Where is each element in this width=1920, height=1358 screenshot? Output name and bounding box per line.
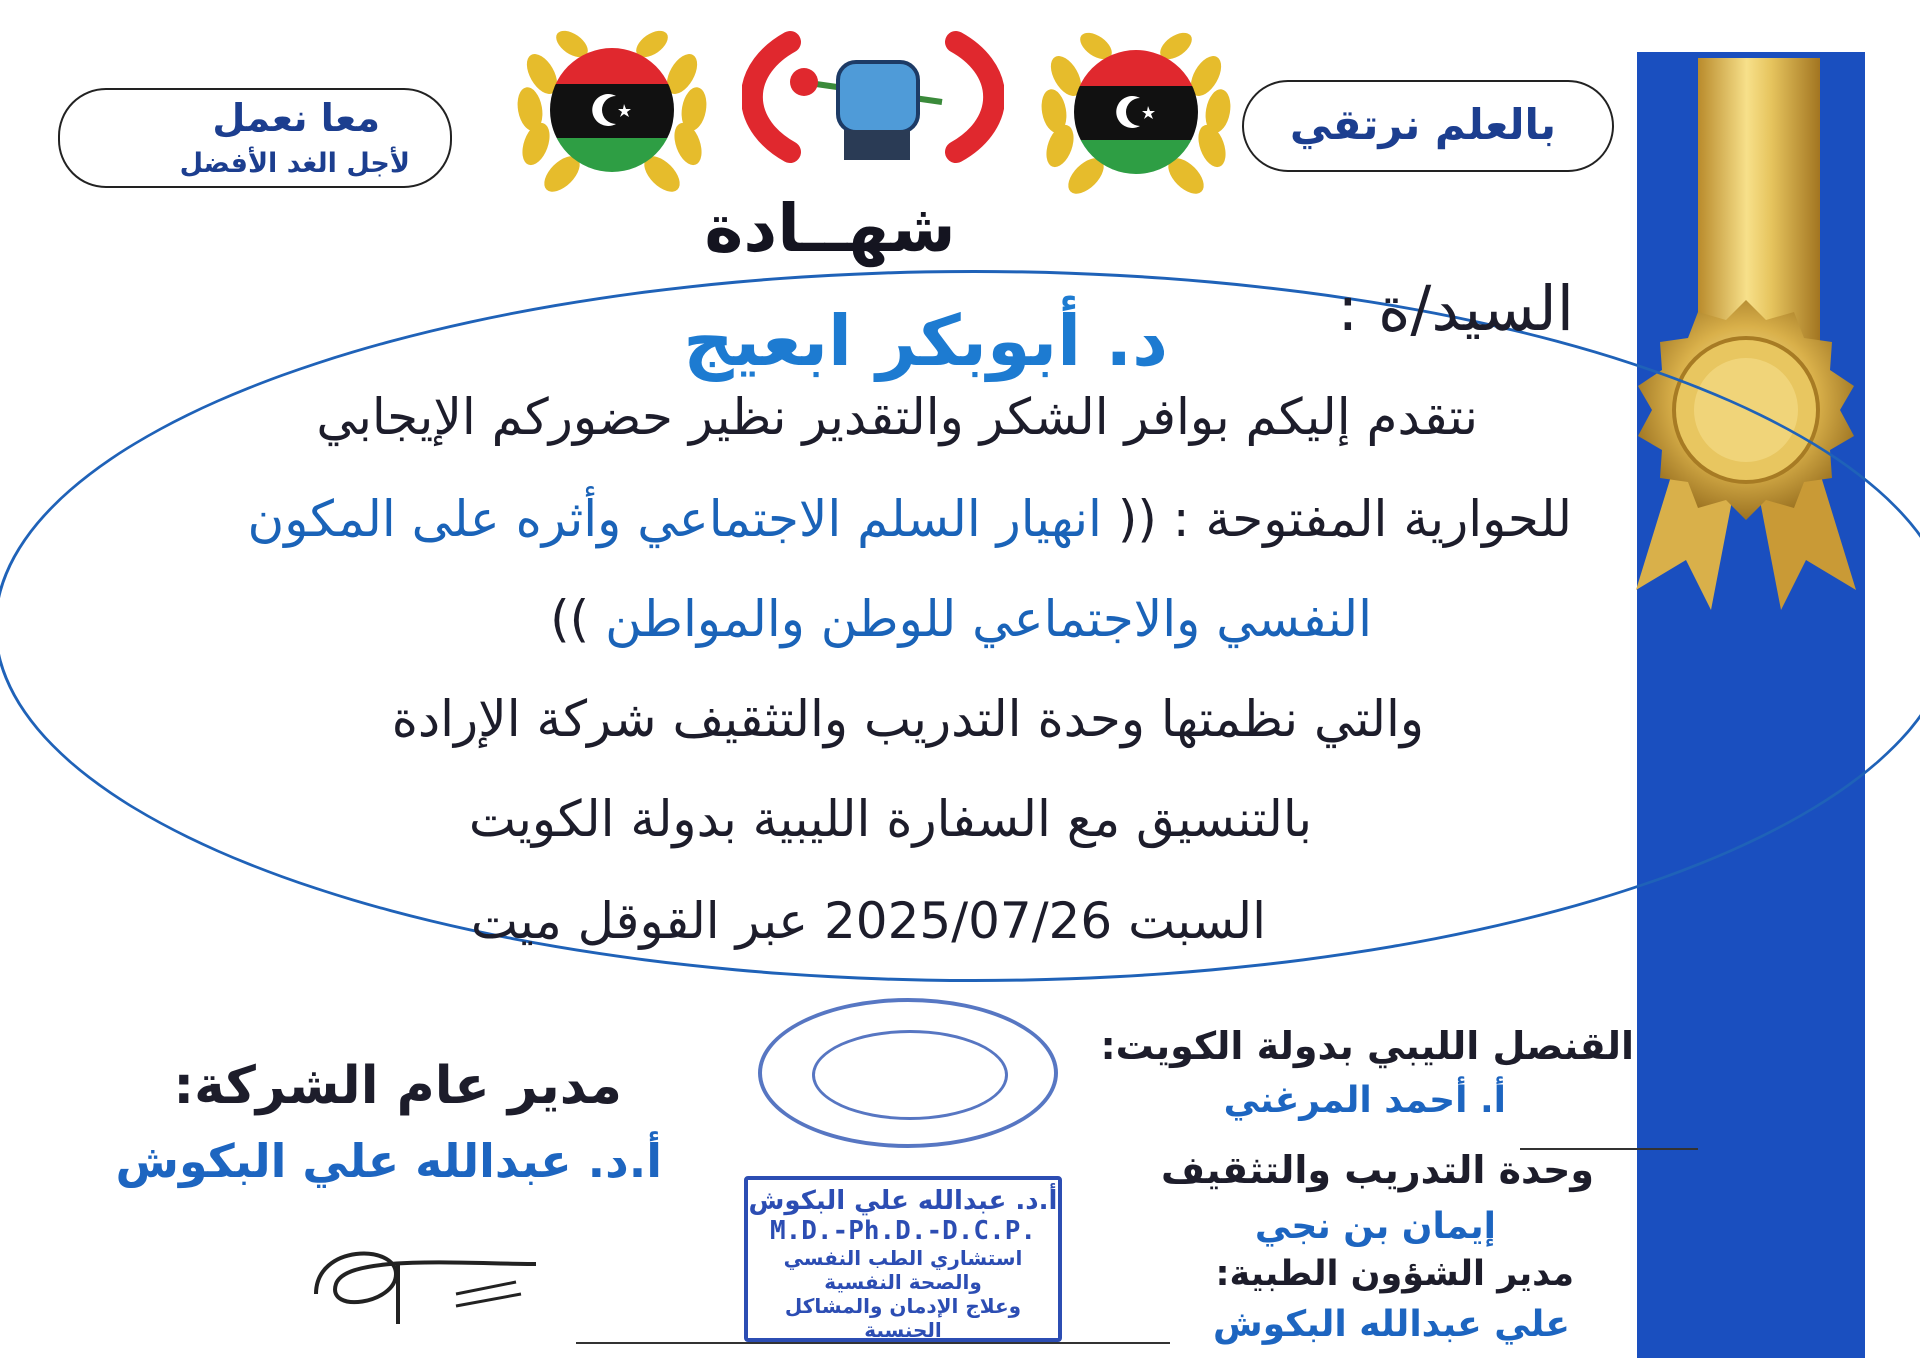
stamp-line-2: M.D.-Ph.D.-D.C.P. — [769, 1216, 1037, 1246]
medical-affairs-name: علي عبدالله البكوش — [1213, 1304, 1570, 1345]
body-line-1: نتقدم إليكم بوافر الشكر والتقدير نظير حضوركم الإيجابي — [316, 388, 1478, 446]
doctor-stamp — [744, 1176, 1062, 1342]
training-unit-name: إيمان بن نجي — [1254, 1206, 1496, 1247]
fist-rose-logo-icon — [742, 22, 1004, 172]
director-name: أ.د. عبدالله علي البكوش — [115, 1134, 662, 1188]
handwritten-signature-icon — [306, 1224, 566, 1334]
motto-left-line1: معا نعمل — [212, 96, 380, 140]
certificate-title: شهــادة — [704, 190, 956, 267]
body-line-6: السبت 2025/07/26 عبر القوقل ميت — [470, 892, 1266, 950]
motto-right-line1: بالعلم نرتقي — [1289, 100, 1556, 149]
body-line-3-suffix: )) — [550, 590, 590, 648]
motto-left-line2: لأجل الغد الأفضل — [179, 148, 410, 179]
libya-flag-emblem-left-icon — [512, 14, 712, 204]
event-topic-line-2: النفسي والاجتماعي للوطن والمواطن — [605, 590, 1372, 648]
medical-affairs-title: مدير الشؤون الطبية: — [1215, 1254, 1574, 1294]
body-line-3 — [550, 590, 1372, 648]
bottom-signature-line — [576, 1342, 1170, 1344]
organization-oval-stamp — [758, 998, 1058, 1148]
libya-flag-emblem-right-icon — [1036, 16, 1236, 206]
recipient-name: د. أبوبكر ابعيج — [683, 300, 1168, 382]
stamp-line-3: استشاري الطب النفسي والصحة النفسية — [783, 1246, 1023, 1294]
consul-title: القنصل الليبي بدولة الكويت: — [1100, 1024, 1634, 1068]
body-line-2 — [248, 490, 1572, 548]
stamp-inner-ring — [812, 1030, 1008, 1120]
consul-name: أ. أحمد المرغني — [1223, 1080, 1506, 1121]
event-topic-line-1: انهيار السلم الاجتماعي وأثره على المكون — [247, 490, 1102, 548]
motto-pill-right — [1242, 80, 1614, 172]
body-line-4: والتي نظمتها وحدة التدريب والتثقيف شركة الإرادة — [391, 690, 1424, 748]
body-line-2-prefix: للحوارية المفتوحة : (( — [1117, 490, 1572, 548]
stamp-line-1: أ.د. عبدالله علي البكوش — [748, 1186, 1058, 1216]
training-unit-title: وحدة التدريب والتثقيف — [1160, 1148, 1594, 1192]
stamp-line-4: وعلاج الإدمان والمشاكل الجنسية — [784, 1294, 1022, 1342]
motto-pill-left — [58, 88, 452, 188]
director-title: مدير عام الشركة: — [173, 1056, 622, 1116]
salutation: السيد/ة : — [1337, 272, 1574, 345]
body-line-5: بالتنسيق مع السفارة الليبية بدولة الكويت — [468, 790, 1312, 848]
